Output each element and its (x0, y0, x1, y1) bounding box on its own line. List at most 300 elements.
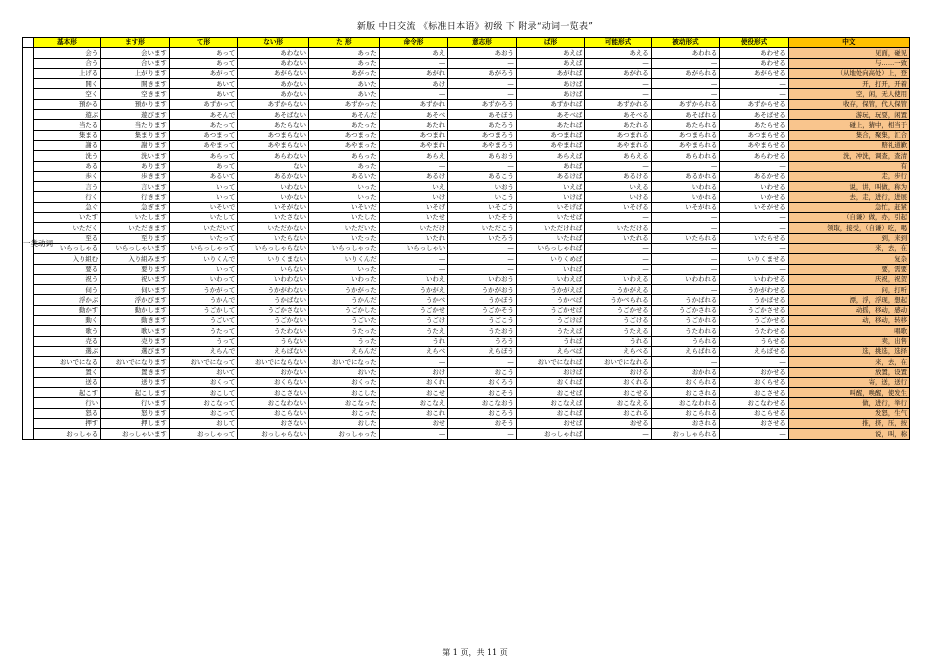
col-header: ない形 (238, 38, 309, 48)
table-cell: あつまれ (379, 130, 448, 140)
table-cell: うごかせ (379, 305, 448, 315)
table-cell: いたれ (379, 233, 448, 243)
table-cell: あるかない (238, 171, 309, 181)
table-cell: いただけ (379, 223, 448, 233)
table-cell: あがれる (585, 68, 651, 78)
meaning-cell: 开，打开，开着 (788, 79, 909, 89)
table-cell: いたった (308, 233, 379, 243)
table-cell: あそんで (169, 110, 238, 120)
table-cell: 浮かびます (101, 295, 170, 305)
table-cell: — (448, 79, 517, 89)
table-cell: — (651, 254, 720, 264)
table-cell: いけ (379, 192, 448, 202)
meaning-cell: （自谦）做，办，引起 (788, 213, 909, 223)
table-cell: いわわせる (720, 274, 789, 284)
table-cell: — (585, 429, 651, 439)
table-cell: 伺う (33, 285, 100, 295)
table-cell: 至る (33, 233, 100, 243)
table-cell: おそう (448, 418, 517, 428)
table-cell: うたえば (516, 326, 585, 336)
table-cell: いった (308, 182, 379, 192)
table-cell: 歩く (33, 171, 100, 181)
table-cell: あいた (308, 79, 379, 89)
table-cell: うかばせる (720, 295, 789, 305)
table-cell: 祝います (101, 274, 170, 284)
table-cell: おかない (238, 367, 309, 377)
table-cell: — (720, 213, 789, 223)
table-cell: おいでになります (101, 357, 170, 367)
table-cell: うたえる (585, 326, 651, 336)
table-cell: 歩きます (101, 171, 170, 181)
table-cell: 置く (33, 367, 100, 377)
table-cell: あたれる (585, 120, 651, 130)
table-cell: 開きます (101, 79, 170, 89)
meaning-cell: 放置，设置 (788, 367, 909, 377)
table-cell: あるけ (379, 171, 448, 181)
table-cell: うごかさせる (720, 305, 789, 315)
table-cell: うたって (169, 326, 238, 336)
table-cell: いそげ (379, 202, 448, 212)
table-cell: おくった (308, 377, 379, 387)
table-cell: — (379, 89, 448, 99)
meaning-cell: 唱歌 (788, 326, 909, 336)
table-cell: うらない (238, 336, 309, 346)
table-cell: あえる (585, 48, 651, 58)
table-cell: あやまれ (379, 140, 448, 150)
table-cell: おこなって (169, 398, 238, 408)
table-cell: おくろう (448, 377, 517, 387)
table-cell: あるこう (448, 171, 517, 181)
table-cell: あそぼう (448, 110, 517, 120)
table-cell: うかがって (169, 285, 238, 295)
table-row (23, 171, 910, 181)
table-row (23, 140, 910, 150)
table-cell: 入り組む (33, 254, 100, 264)
table-cell: うらせる (720, 336, 789, 346)
table-cell: うごかされる (651, 305, 720, 315)
table-cell: あるける (585, 171, 651, 181)
table-cell: あかない (238, 89, 309, 99)
meaning-cell: 集合，聚集，汇合 (788, 130, 909, 140)
table-cell: おくって (169, 377, 238, 387)
table-cell: おこさない (238, 388, 309, 398)
table-cell: いわおう (448, 274, 517, 284)
table-cell: いただきます (101, 223, 170, 233)
table-cell: いわえば (516, 274, 585, 284)
table-cell: うかんだ (308, 295, 379, 305)
table-cell: 行きます (101, 192, 170, 202)
table-row (23, 429, 910, 439)
table-cell: あたらせる (720, 120, 789, 130)
table-cell: いって (169, 182, 238, 192)
table-row (23, 274, 910, 284)
table-cell: いった (308, 192, 379, 202)
table-cell: いれば (516, 264, 585, 274)
meaning-cell: 与……一致 (788, 58, 909, 68)
table-cell: おっしゃいます (101, 429, 170, 439)
meaning-cell: 空，闲，无人使用 (788, 89, 909, 99)
table-cell: おこした (308, 388, 379, 398)
table-cell: あやまらせる (720, 140, 789, 150)
table-cell: うかんで (169, 295, 238, 305)
table-cell: うごかせば (516, 305, 585, 315)
col-header: ます形 (101, 38, 170, 48)
table-cell: あけ (379, 79, 448, 89)
meaning-cell: 游玩，玩耍，闲置 (788, 110, 909, 120)
table-cell: いただいて (169, 223, 238, 233)
table-cell: うごかして (169, 305, 238, 315)
table-cell: 預かります (101, 99, 170, 109)
table-row (23, 305, 910, 315)
page-footer: 第 1 页，共 11 页 (442, 648, 508, 657)
table-cell: うごかせる (585, 305, 651, 315)
table-cell: 歌います (101, 326, 170, 336)
table-cell: あつまらせる (720, 130, 789, 140)
meaning-cell: 卖，出售 (788, 336, 909, 346)
table-cell: — (585, 243, 651, 253)
meaning-cell: 选，挑选，选择 (788, 346, 909, 356)
meaning-cell: 漂，浮，浮现，想起 (788, 295, 909, 305)
table-cell: うかがえ (379, 285, 448, 295)
table-cell: あけば (516, 79, 585, 89)
table-cell: うたった (308, 326, 379, 336)
table-cell: いたせば (516, 213, 585, 223)
table-cell: あずからない (238, 99, 309, 109)
table-cell: あやまった (308, 140, 379, 150)
table-cell: おっしゃる (33, 429, 100, 439)
table-cell: いえ (379, 182, 448, 192)
table-cell: いたします (101, 213, 170, 223)
table-cell: — (585, 254, 651, 264)
table-cell: 怒る (33, 408, 100, 418)
table-cell: いそげば (516, 202, 585, 212)
table-cell: いただければ (516, 223, 585, 233)
table-cell: — (651, 357, 720, 367)
table-cell: 集まります (101, 130, 170, 140)
table-cell: いこう (448, 192, 517, 202)
table-cell: あつまろう (448, 130, 517, 140)
table-body (23, 48, 910, 439)
table-cell: いたって (169, 233, 238, 243)
table-cell: あった (308, 161, 379, 171)
table-cell: — (585, 79, 651, 89)
table-cell: あずかって (169, 99, 238, 109)
table-cell: 送ります (101, 377, 170, 387)
table-row (23, 357, 910, 367)
table-cell: 起こします (101, 388, 170, 398)
meaning-cell: 做，进行，举行 (788, 398, 909, 408)
table-cell: 合います (101, 58, 170, 68)
table-cell: あらった (308, 151, 379, 161)
table-cell: あらえる (585, 151, 651, 161)
table-cell: — (448, 357, 517, 367)
table-cell: あずかられる (651, 99, 720, 109)
meaning-cell: 问，打听 (788, 285, 909, 295)
table-row (23, 254, 910, 264)
table-cell: あわせる (720, 48, 789, 58)
table-cell: いただかない (238, 223, 309, 233)
page-title: 新版 中日交流 《标准日本语》初级 下 附录“动词一览表” (356, 22, 594, 32)
table-cell: うたえ (379, 326, 448, 336)
table-cell: えらんだ (308, 346, 379, 356)
table-cell: あらえ (379, 151, 448, 161)
table-cell: いわれる (651, 182, 720, 192)
table-cell: おこせば (516, 388, 585, 398)
table-cell: — (379, 264, 448, 274)
table-cell: いける (585, 192, 651, 202)
table-cell: ある (33, 161, 100, 171)
table-cell: 洗います (101, 151, 170, 161)
table-cell: うかばれる (651, 295, 720, 305)
col-header: 可能形式 (585, 38, 651, 48)
table-cell: 歌う (33, 326, 100, 336)
table-cell: いたした (308, 213, 379, 223)
table-cell: あつまらない (238, 130, 309, 140)
table-row (23, 99, 910, 109)
table-cell: 言う (33, 182, 100, 192)
table-row (23, 110, 910, 120)
meaning-cell: 见面，碰见 (788, 48, 909, 58)
table-cell: いりくまない (238, 254, 309, 264)
table-cell: — (585, 161, 651, 171)
table-cell: おくらない (238, 377, 309, 387)
table-cell: — (585, 213, 651, 223)
table-cell: 合う (33, 58, 100, 68)
table-cell: 動きます (101, 316, 170, 326)
table-cell: おこう (448, 367, 517, 377)
table-cell: いりくませる (720, 254, 789, 264)
table-row (23, 295, 910, 305)
table-cell: うかがおう (448, 285, 517, 295)
table-cell: あわれる (651, 48, 720, 58)
table-cell: 洗う (33, 151, 100, 161)
table-cell: いそがない (238, 202, 309, 212)
table-cell: あるいた (308, 171, 379, 181)
table-cell: ない (238, 161, 309, 171)
table-cell: おいでになって (169, 357, 238, 367)
table-cell: いかない (238, 192, 309, 202)
table-cell: — (448, 243, 517, 253)
table-cell: 当たる (33, 120, 100, 130)
table-cell: 上げる (33, 68, 100, 78)
table-row (23, 408, 910, 418)
table-cell: いらっしゃいます (101, 243, 170, 253)
table-cell: あずかろう (448, 99, 517, 109)
table-cell: — (720, 429, 789, 439)
table-cell: あそべば (516, 110, 585, 120)
meaning-cell: （从地处向高处）上，登 (788, 68, 909, 78)
table-cell: あそばせる (720, 110, 789, 120)
table-cell: いわわれる (651, 274, 720, 284)
meaning-cell: 说，叫，称 (788, 429, 909, 439)
table-cell: おこして (169, 388, 238, 398)
table-cell: 上がります (101, 68, 170, 78)
table-cell: あわせる (720, 58, 789, 68)
table-cell: 選ぶ (33, 346, 100, 356)
table-cell: 至ります (101, 233, 170, 243)
table-cell: 祝う (33, 274, 100, 284)
table-cell: あがらせる (720, 68, 789, 78)
table-cell: — (585, 89, 651, 99)
table-row (23, 336, 910, 346)
table-cell: あいて (169, 79, 238, 89)
table-cell: うたわない (238, 326, 309, 336)
table-cell: おこせ (379, 388, 448, 398)
table-cell: おこなった (308, 398, 379, 408)
table-cell: うごいて (169, 316, 238, 326)
table-cell: — (720, 79, 789, 89)
table-cell: おっしゃられる (651, 429, 720, 439)
table-row (23, 120, 910, 130)
col-header: ば形 (516, 38, 585, 48)
table-cell: あそばない (238, 110, 309, 120)
meaning-cell: 庆祝，祝贺 (788, 274, 909, 284)
table-cell: あやまらない (238, 140, 309, 150)
meaning-cell: 领取，接受，（自谦）吃，喝 (788, 223, 909, 233)
table-cell: あった (308, 58, 379, 68)
table-cell: あらわせる (720, 151, 789, 161)
table-cell: おこなえ (379, 398, 448, 408)
table-cell: いたられる (651, 233, 720, 243)
table-row (23, 192, 910, 202)
col-header: 基本形 (33, 38, 100, 48)
table-cell: いたれば (516, 233, 585, 243)
table-cell: おけ (379, 367, 448, 377)
table-cell: うれば (516, 336, 585, 346)
table-cell: あれば (516, 161, 585, 171)
table-cell: おこらせる (720, 408, 789, 418)
table-cell: おいて (169, 367, 238, 377)
table-cell: おける (585, 367, 651, 377)
table-cell: — (379, 254, 448, 264)
table-cell: おくられる (651, 377, 720, 387)
table-cell: おこれ (379, 408, 448, 418)
table-cell: おいでになれば (516, 357, 585, 367)
table-cell: いたらせる (720, 233, 789, 243)
table-cell: おこさせる (720, 388, 789, 398)
table-cell: いただこう (448, 223, 517, 233)
table-cell: うかがえば (516, 285, 585, 295)
table-cell: いらっしゃる (33, 243, 100, 253)
table-cell: おせ (379, 418, 448, 428)
table-cell: 行い (33, 398, 100, 408)
table-row (23, 233, 910, 243)
table-cell: おけば (516, 367, 585, 377)
table-row (23, 182, 910, 192)
table-cell: えらべ (379, 346, 448, 356)
table-cell: おして (169, 418, 238, 428)
table-cell: 伺います (101, 285, 170, 295)
table-cell: うたわせる (720, 326, 789, 336)
table-cell: いたさない (238, 213, 309, 223)
table-cell: — (448, 161, 517, 171)
table-cell: 開く (33, 79, 100, 89)
col-header: た 形 (308, 38, 379, 48)
table-cell: — (448, 89, 517, 99)
table-cell: — (379, 357, 448, 367)
table-cell: あります (101, 161, 170, 171)
table-cell: あたられる (651, 120, 720, 130)
table-row (23, 223, 910, 233)
table-cell: おくらせる (720, 377, 789, 387)
table-row (23, 285, 910, 295)
table-cell: 謝ります (101, 140, 170, 150)
table-cell: 集まる (33, 130, 100, 140)
table-cell: あった (308, 48, 379, 58)
table-cell: うろう (448, 336, 517, 346)
meaning-cell: 来，去，在 (788, 357, 909, 367)
table-cell: — (379, 58, 448, 68)
table-cell: いわえ (379, 274, 448, 284)
table-cell: あけば (516, 89, 585, 99)
table-cell: 急ぎます (101, 202, 170, 212)
col-header: 意志形 (448, 38, 517, 48)
table-cell: おさせる (720, 418, 789, 428)
table-cell: あがらない (238, 68, 309, 78)
table-cell: えらばれる (651, 346, 720, 356)
table-cell: 送る (33, 377, 100, 387)
table-cell: いえる (585, 182, 651, 192)
table-row (23, 418, 910, 428)
table-cell: 動かす (33, 305, 100, 315)
table-cell: 売る (33, 336, 100, 346)
table-cell: あらえば (516, 151, 585, 161)
table-cell: あるかれる (651, 171, 720, 181)
table-cell: えらぼう (448, 346, 517, 356)
meaning-cell: 碰上，猜中，相当于 (788, 120, 909, 130)
table-cell: うごかそう (448, 305, 517, 315)
table-row (23, 377, 910, 387)
table-cell: あおう (448, 48, 517, 58)
table-cell: いわない (238, 182, 309, 192)
table-cell: えらんで (169, 346, 238, 356)
meaning-cell: 来，去，在 (788, 243, 909, 253)
table-cell: うかべられる (585, 295, 651, 305)
table-cell: あえば (516, 58, 585, 68)
table-cell: 売ります (101, 336, 170, 346)
table-cell: あずかれ (379, 99, 448, 109)
table-cell: えらばない (238, 346, 309, 356)
table-cell: 急ぐ (33, 202, 100, 212)
table-cell: あいた (308, 89, 379, 99)
table-cell: 会います (101, 48, 170, 58)
table-row (23, 151, 910, 161)
table-cell: いえば (516, 182, 585, 192)
table-cell: おこれる (585, 408, 651, 418)
table-cell: いわった (308, 274, 379, 284)
table-cell: 動く (33, 316, 100, 326)
table-cell: 要る (33, 264, 100, 274)
table-cell: いたれる (585, 233, 651, 243)
table-cell: 置きます (101, 367, 170, 377)
table-cell: 要ります (101, 264, 170, 274)
table-cell: あるけば (516, 171, 585, 181)
table-cell: いわわない (238, 274, 309, 284)
table-cell: 浮かぶ (33, 295, 100, 305)
table-cell: えらべば (516, 346, 585, 356)
table-cell: 行く (33, 192, 100, 202)
table-cell: あがった (308, 68, 379, 78)
table-cell: — (651, 223, 720, 233)
table-cell: 会う (33, 48, 100, 58)
table-cell: おいた (308, 367, 379, 377)
table-cell: あつまれる (585, 130, 651, 140)
table-cell: あそべ (379, 110, 448, 120)
table-cell: いりくめば (516, 254, 585, 264)
table-cell: うごいた (308, 316, 379, 326)
meaning-cell: 动摇，移动，感动 (788, 305, 909, 315)
table-cell: おっしゃらない (238, 429, 309, 439)
